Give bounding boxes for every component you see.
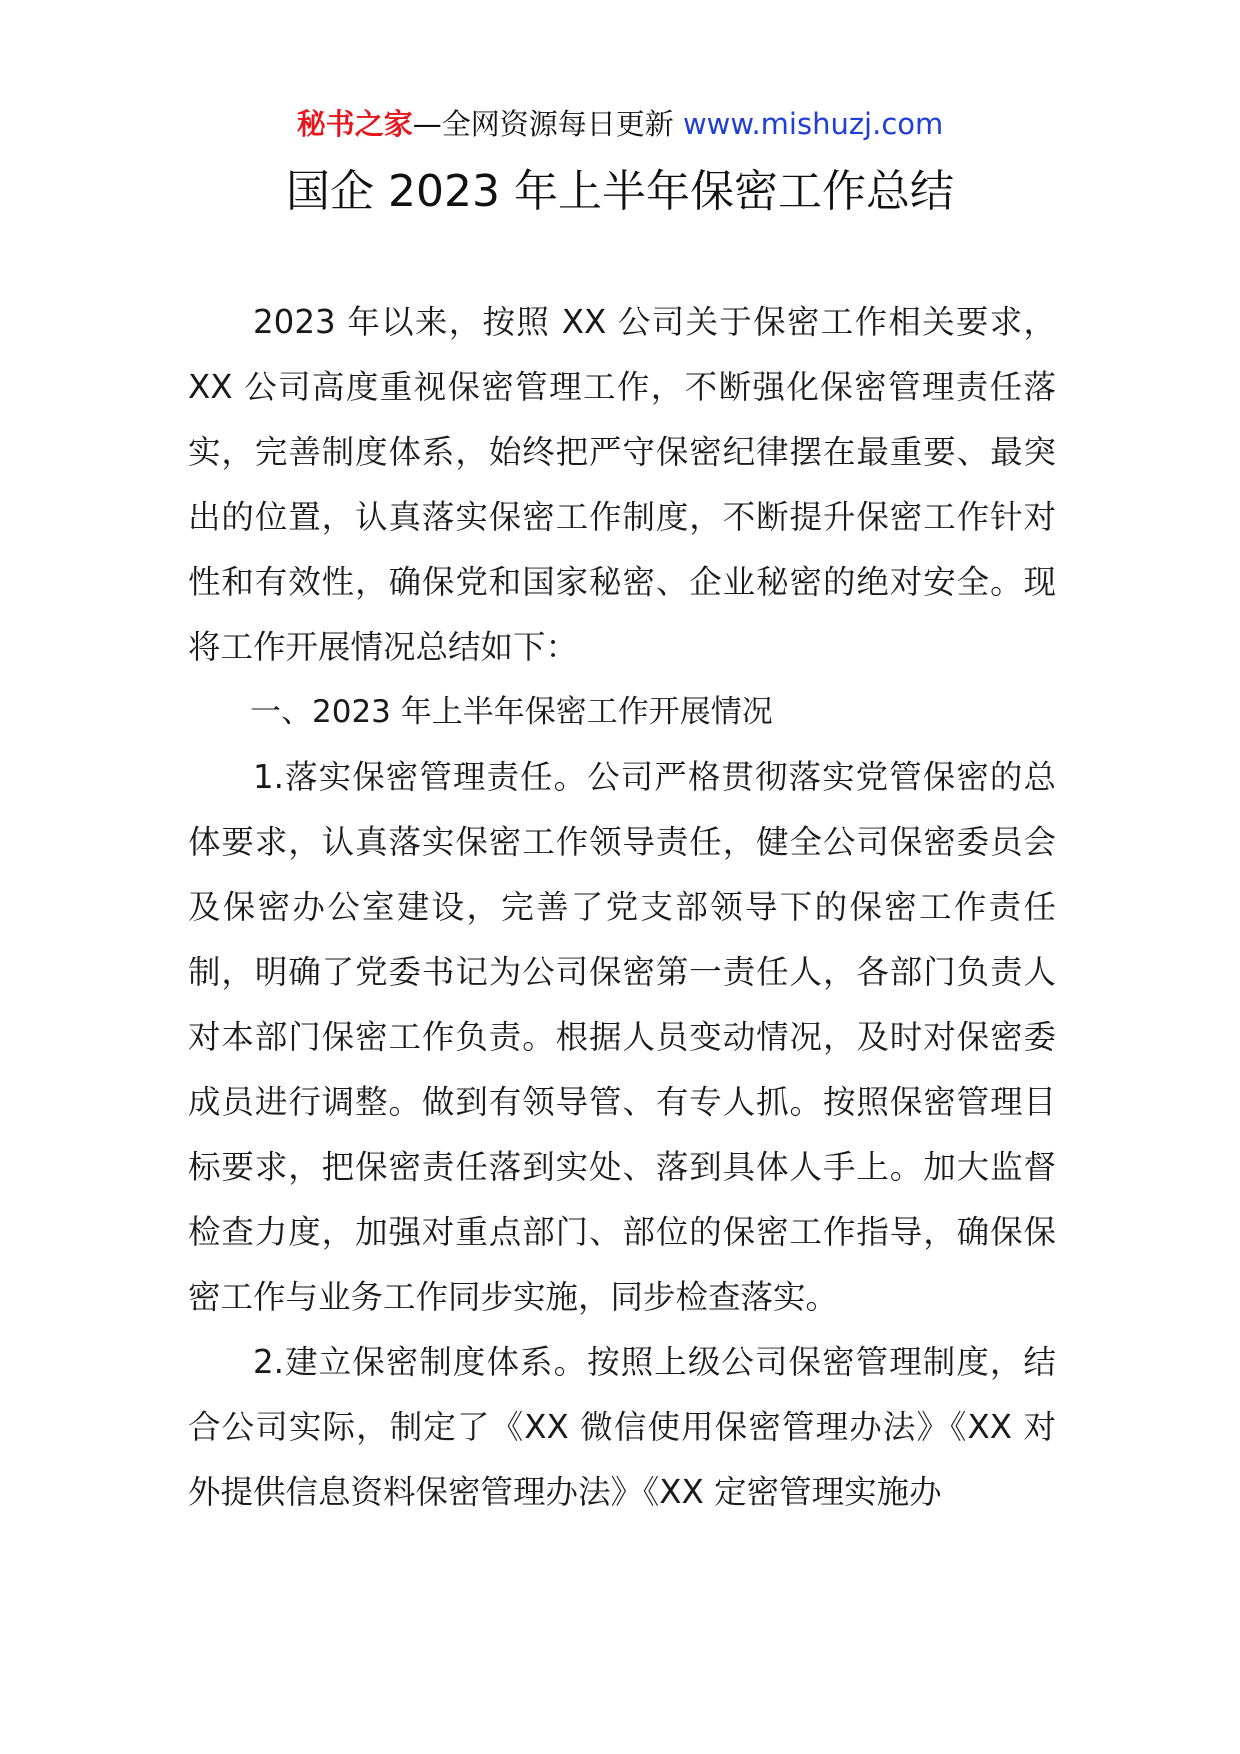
site-banner [0, 102, 1240, 146]
paragraph-system: 2.建立保密制度体系。按照上级公司保密管理制度，结合公司实际，制定了《XX 微信使用保密管理办法》《XX 对外提供信息资料保密管理办法》《XX 定密管理实施办 [188, 1343, 1056, 1511]
banner-site-url: www.mishuzj.com [682, 107, 944, 141]
document-title: 国企 2023 年上半年保密工作总结 [286, 166, 954, 217]
section-heading-1: 一、2023 年上半年保密工作开展情况 [250, 694, 773, 730]
intro-paragraph: 2023 年以来，按照 XX 公司关于保密工作相关要求，XX 公司高度重视保密管理工作，不断强化保密管理责任落实，完善制度体系，始终把严守保密纪律摆在最重要、最突出的位置，认真落实保密工作制度，不断提升保密工作针对性和有效性，确保党和国家秘密、企业秘密的绝对安全。现将工作开展情况总结如下： [188, 303, 1056, 666]
paragraph-responsibility: 1.落实保密管理责任。公司严格贯彻落实党管保密的总体要求，认真落实保密工作领导责任，健全公司保密委员会及保密办公室建设，完善了党支部领导下的保密工作责任制，明确了党委书记为公司保密第一责任人，各部门负责人对本部门保密工作负责。根据人员变动情况，及时对保密委成员进行调整。做到有领导管、有专人抓。按照保密管理目标要求，把保密责任落到实处、落到具体人手上。加大监督检查力度，加强对重点部门、部位的保密工作指导，确保保密工作与业务工作同步实施，同步检查落实。 [188, 758, 1056, 1316]
banner-brand: 秘书之家 [296, 107, 413, 141]
document-body [188, 290, 1056, 1525]
banner-slogan: —全网资源每日更新 [412, 107, 683, 141]
